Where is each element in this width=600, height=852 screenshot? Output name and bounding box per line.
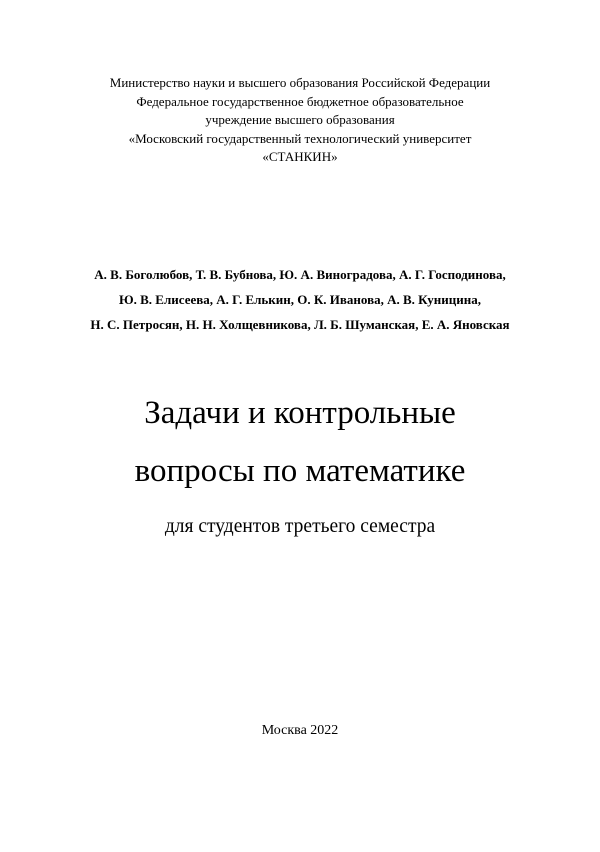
title-line-2: вопросы по математике	[134, 453, 466, 489]
institution-line-name: «СТАНКИН»	[262, 149, 338, 164]
city-year: Москва 2022	[261, 723, 339, 738]
authors-block	[0, 262, 600, 337]
authors-line-3: Н. С. Петросян, Н. Н. Холщевникова, Л. Б. Шуманская, Е. А. Яновская	[90, 317, 510, 332]
document-title	[0, 384, 600, 500]
authors-line-1: А. В. Боголюбов, Т. В. Бубнова, Ю. А. Виноградова, А. Г. Господинова,	[94, 267, 506, 282]
institution-line-ministry: Министерство науки и высшего образования Российской Федерации	[109, 75, 491, 90]
authors-line-2: Ю. В. Елисеева, А. Г. Елькин, О. К. Иванова, А. В. Куницина,	[119, 292, 481, 307]
document-subtitle: для студентов третьего семестра	[164, 516, 436, 537]
institution-line-university: «Московский государственный технологический университет	[128, 130, 472, 146]
title-line-1: Задачи и контрольные	[144, 395, 456, 431]
institution-line-type: Федеральное государственное бюджетное образовательное	[136, 93, 464, 109]
institution-block	[0, 74, 600, 167]
institution-line-education: учреждение высшего образования	[205, 112, 395, 127]
